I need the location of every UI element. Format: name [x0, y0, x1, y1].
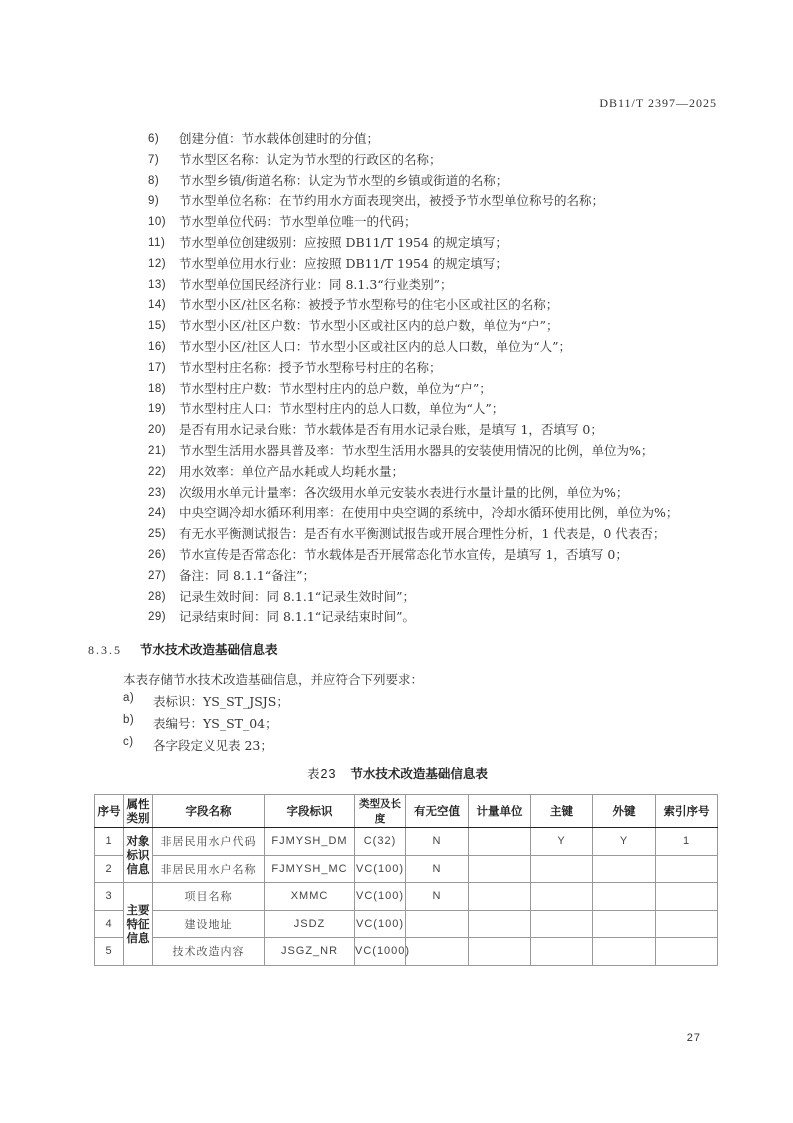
- cell-category: [124, 883, 153, 966]
- cell-type: VC(1000): [355, 938, 406, 966]
- table-row: [95, 828, 718, 856]
- cell-foreign-key: [593, 883, 656, 911]
- list-item: [148, 566, 748, 587]
- list-item-text: 节水型村庄人口：节水型村庄内的总人口数，单位为“人”；: [179, 401, 505, 417]
- cell-field-name: 技术改造内容: [153, 938, 265, 966]
- list-item: [148, 316, 748, 337]
- header-nullable: 有无空值: [406, 795, 469, 828]
- cell-seq: 2: [95, 855, 124, 883]
- cell-index: [656, 855, 718, 883]
- list-item-number: 20): [148, 424, 167, 437]
- list-item-number: 10): [148, 216, 167, 229]
- field-definition-table: [94, 794, 718, 966]
- cell-primary-key: [531, 883, 593, 911]
- list-item: [148, 524, 748, 545]
- table-caption: [307, 764, 488, 782]
- list-item-text: 有无水平衡测试报告：是否有水平衡测试报告或开展合理性分析，1 代表是，0 代表否；: [179, 526, 666, 542]
- requirement-number: b): [123, 714, 135, 726]
- cell-field-id: JSGZ_NR: [265, 938, 355, 966]
- cell-primary-key: [531, 910, 593, 938]
- table-row: [95, 855, 718, 883]
- list-item: [148, 420, 748, 441]
- cell-field-id: FJMYSH_MC: [265, 855, 355, 883]
- table-caption-number: 表23: [307, 767, 337, 781]
- list-item-text: 用水效率：单位产品水耗或人均耗水量；: [179, 463, 405, 479]
- category-text: 主要特征信息: [126, 902, 150, 945]
- cell-category: [124, 828, 153, 883]
- cell-foreign-key: [593, 910, 656, 938]
- table-header-row: [95, 795, 718, 828]
- cell-field-id: JSDZ: [265, 910, 355, 938]
- list-item: [148, 587, 748, 608]
- cell-unit: [469, 938, 531, 966]
- header-index: 索引序号: [656, 795, 718, 828]
- section-title: 节水技术改造基础信息表: [140, 642, 278, 657]
- list-item: [148, 399, 748, 420]
- list-item-text: 记录结束时间：同 8.1.1“记录结束时间”。: [179, 609, 416, 625]
- cell-nullable: [406, 910, 469, 938]
- cell-seq: 1: [95, 828, 124, 856]
- cell-foreign-key: [593, 938, 656, 966]
- list-item-text: 节水宣传是否常态化：节水载体是否开展常态化节水宣传，是填写 1，否填写 0；: [179, 546, 628, 562]
- list-item-text: 节水型单位名称：在节约用水方面表现突出，被授予节水型单位称号的名称；: [179, 193, 605, 209]
- list-item-text: 次级用水单元计量率：各次级用水单元安装水表进行水量计量的比例，单位为%；: [179, 484, 629, 500]
- list-item-text: 节水型乡镇/街道名称：认定为节水型的乡镇或街道的名称；: [179, 172, 509, 188]
- cell-unit: [469, 828, 531, 856]
- requirement-text: 各字段定义见表 23；: [153, 738, 273, 753]
- cell-seq: 5: [95, 938, 124, 966]
- cell-primary-key: Y: [531, 828, 593, 856]
- table-row: [95, 938, 718, 966]
- list-item-number: 23): [148, 486, 167, 499]
- table-row: [95, 910, 718, 938]
- list-item: [148, 295, 748, 316]
- section-number: 8.3.5: [88, 643, 122, 657]
- table-row: [95, 883, 718, 911]
- list-item-number: 25): [148, 528, 167, 541]
- requirement-number: a): [123, 692, 135, 704]
- cell-field-name: 项目名称: [153, 883, 265, 911]
- requirement-item: [123, 736, 273, 754]
- list-item-text: 节水型单位创建级别：应按照 DB11/T 1954 的规定填写；: [179, 234, 508, 250]
- list-item-number: 28): [148, 590, 167, 603]
- cell-unit: [469, 855, 531, 883]
- list-item-text: 节水型村庄名称：授予节水型称号村庄的名称；: [179, 359, 442, 375]
- list-item-number: 15): [148, 320, 167, 333]
- table-caption-title: 节水技术改造基础信息表: [350, 766, 488, 781]
- list-item-number: 19): [148, 403, 167, 416]
- cell-index: 1: [656, 828, 718, 856]
- section-heading: [88, 640, 278, 658]
- list-item-number: 21): [148, 444, 167, 457]
- list-item-text: 节水型生活用水器具普及率：节水型生活用水器具的安装使用情况的比例，单位为%；: [179, 442, 654, 458]
- header-field-name: 字段名称: [153, 795, 265, 828]
- list-item-number: 22): [148, 465, 167, 478]
- list-item-text: 中央空调冷却水循环利用率：在使用中央空调的系统中，冷却水循环使用比例，单位为%；: [179, 505, 679, 521]
- cell-index: [656, 910, 718, 938]
- list-item: [148, 129, 748, 150]
- list-item-number: 17): [148, 361, 167, 374]
- cell-seq: 3: [95, 883, 124, 911]
- list-item: [148, 191, 748, 212]
- list-item: [148, 462, 748, 483]
- cell-nullable: N: [406, 828, 469, 856]
- cell-unit: [469, 910, 531, 938]
- list-item: [148, 503, 748, 524]
- header-field-id: 字段标识: [265, 795, 355, 828]
- list-item: [148, 545, 748, 566]
- list-item: [148, 254, 748, 275]
- cell-primary-key: [531, 855, 593, 883]
- cell-nullable: N: [406, 883, 469, 911]
- list-item-number: 12): [148, 257, 167, 270]
- header-primary-key: 主键: [531, 795, 593, 828]
- header-foreign-key: 外键: [593, 795, 656, 828]
- list-item: [148, 233, 748, 254]
- cell-foreign-key: [593, 855, 656, 883]
- list-item: [148, 212, 748, 233]
- list-item: [148, 150, 748, 171]
- list-item-number: 16): [148, 340, 167, 353]
- list-item-number: 11): [148, 236, 166, 249]
- list-item-text: 节水型小区/社区户数：节水型小区或社区内的总户数，单位为“户”；: [179, 318, 559, 334]
- list-item: [148, 275, 748, 296]
- requirement-item: [123, 714, 278, 732]
- list-item-text: 节水型区名称：认定为节水型的行政区的名称；: [179, 151, 442, 167]
- list-item: [148, 607, 748, 628]
- list-item-text: 节水型村庄户数：节水型村庄内的总户数，单位为“户”；: [179, 380, 492, 396]
- list-item: [148, 483, 748, 504]
- requirement-text: 表标识：YS_ST_JSJS；: [153, 694, 289, 709]
- cell-type: VC(100): [355, 855, 406, 883]
- cell-field-name: 非居民用水户名称: [153, 855, 265, 883]
- requirement-number: c): [123, 736, 134, 748]
- list-item-text: 节水型单位国民经济行业：同 8.1.3“行业类别”；: [179, 276, 453, 292]
- list-item-text: 节水型单位用水行业：应按照 DB11/T 1954 的规定填写；: [179, 255, 508, 271]
- category-text: 对象标识信息: [126, 834, 150, 876]
- list-item-text: 节水型小区/社区名称：被授予节水型称号的住宅小区或社区的名称；: [179, 297, 559, 313]
- cell-index: [656, 883, 718, 911]
- cell-type: VC(100): [355, 883, 406, 911]
- list-item: [148, 358, 748, 379]
- cell-unit: [469, 883, 531, 911]
- cell-seq: 4: [95, 910, 124, 938]
- list-item-text: 节水型小区/社区人口：节水型小区或社区内的总人口数，单位为“人”；: [179, 338, 571, 354]
- standard-code: DB11/T 2397—2025: [599, 96, 717, 110]
- header-seq: 序号: [95, 795, 124, 828]
- cell-field-name: 非居民用水户代码: [153, 828, 265, 856]
- header-category-text: 属性类别: [126, 797, 150, 825]
- cell-foreign-key: Y: [593, 828, 656, 856]
- cell-field-id: XMMC: [265, 883, 355, 911]
- header-unit: 计量单位: [469, 795, 531, 828]
- requirement-item: [123, 692, 289, 710]
- list-item-number: 27): [148, 569, 167, 582]
- page-number: 27: [686, 1032, 701, 1044]
- list-item-number: 9): [148, 195, 160, 208]
- list-item: [148, 441, 748, 462]
- list-item-text: 是否有用水记录台账：节水载体是否有用水记录台账，是填写 1，否填写 0；: [179, 422, 603, 438]
- requirement-text: 表编号：YS_ST_04；: [153, 716, 278, 731]
- list-item-number: 13): [148, 278, 167, 291]
- header-category: [124, 795, 153, 828]
- list-item-number: 26): [148, 548, 167, 561]
- list-item: [148, 337, 748, 358]
- list-item-number: 24): [148, 507, 167, 520]
- section-intro: 本表存储节水技术改造基础信息，并应符合下列要求：: [123, 672, 424, 687]
- cell-type: VC(100): [355, 910, 406, 938]
- cell-primary-key: [531, 938, 593, 966]
- cell-field-id: FJMYSH_DM: [265, 828, 355, 856]
- list-item: [148, 171, 748, 192]
- list-item-text: 节水型单位代码：节水型单位唯一的代码；: [179, 214, 417, 230]
- list-item-number: 7): [148, 153, 160, 166]
- list-item-text: 创建分值：节水载体创建时的分值；: [179, 131, 380, 146]
- cell-field-name: 建设地址: [153, 910, 265, 938]
- list-item-number: 14): [148, 299, 167, 312]
- cell-nullable: [406, 938, 469, 966]
- cell-nullable: N: [406, 855, 469, 883]
- field-definition-list: [148, 129, 748, 628]
- list-item-number: 8): [148, 174, 160, 187]
- header-type-length: 类型及长度: [355, 795, 406, 828]
- list-item-number: 6): [148, 133, 160, 145]
- cell-index: [656, 938, 718, 966]
- cell-type: C(32): [355, 828, 406, 856]
- list-item: [148, 379, 748, 400]
- list-item-number: 18): [148, 382, 167, 395]
- list-item-number: 29): [148, 611, 167, 624]
- list-item-text: 备注：同 8.1.1“备注”；: [179, 567, 316, 583]
- list-item-text: 记录生效时间：同 8.1.1“记录生效时间”；: [179, 588, 416, 604]
